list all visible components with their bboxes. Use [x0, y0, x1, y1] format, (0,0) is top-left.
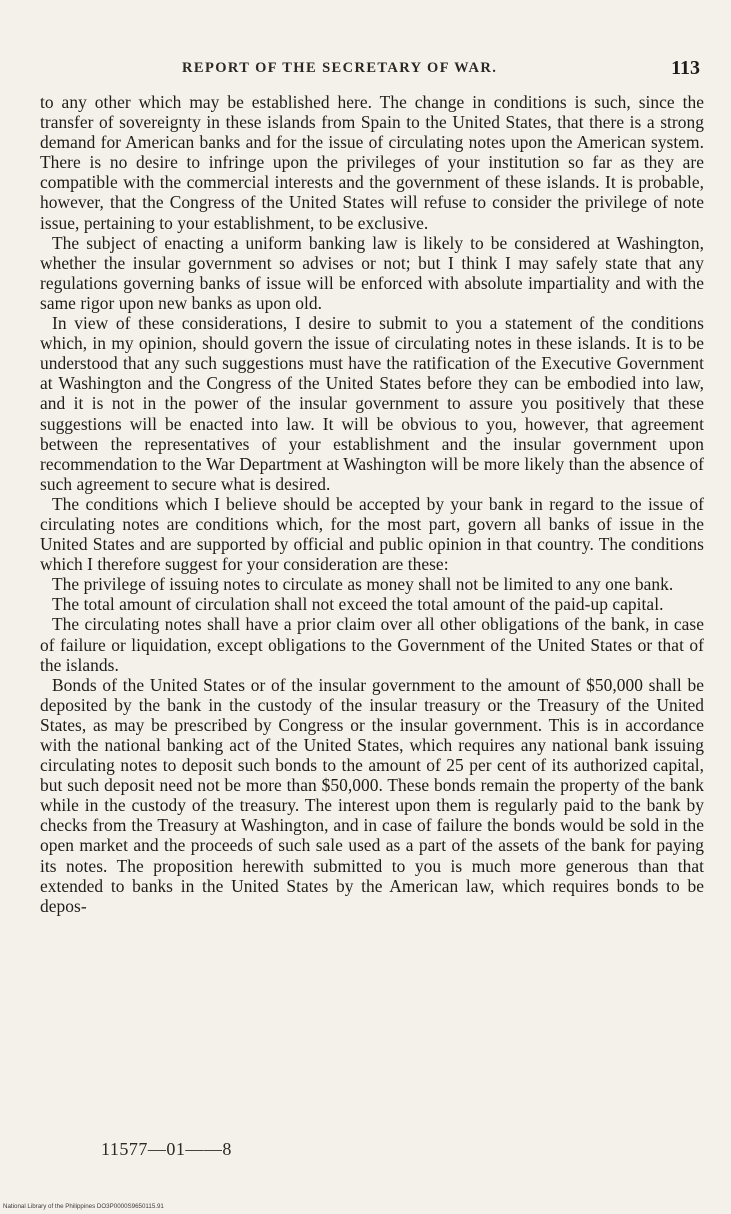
library-watermark: National Library of the Philippines DO3P0000S9650115.91	[3, 1203, 164, 1210]
page-header	[40, 57, 704, 84]
paragraph-5: The privilege of issuing notes to circulate as money shall not be limited to any one bank.	[52, 574, 674, 595]
paragraph-6: The total amount of circulation shall not exceed the total amount of the paid-up capital.	[52, 594, 664, 615]
paragraph-1: to any other which may be established here. The change in conditions is such, since the transfer of sovereignty in these islands from Spain to the United States, that there is a strong demand for American banks and for the issue of circulating notes upon the American system. There is no desire to infringe upon the privileges of your institution so far as they are compatible with the commercial interests and the government of these islands. It is probable, however, that the Congress of the United States will refuse to consider the privilege of note issue, pertaining to your establishment, to be exclusive.	[40, 92, 704, 233]
page-number: 113	[671, 57, 700, 79]
paragraph-3: In view of these considerations, I desire to submit to you a statement of the conditions which, in my opinion, should govern the issue of circulating notes in these islands. It is to be understood that any such suggestions must have the ratification of the Executive Government at Washington and the Congress of the United States before they can be embodied into law, and it is not in the power of the insular government to assure you positively that these suggestions will be enacted into law. It will be obvious to you, however, that agreement between the representatives of your establishment and the insular government upon recommendation to the War Department at Washington will be more likely than the absence of such agreement to secure what is desired.	[40, 313, 704, 494]
running-title: REPORT OF THE SECRETARY OF WAR.	[182, 60, 498, 76]
signature-mark: 11577—01——8	[101, 1139, 232, 1159]
body-text	[40, 92, 704, 916]
paragraph-7: The circulating notes shall have a prior claim over all other obligations of the bank, in case of failure or liquidation, except obligations to the Government of the United States or that of the islands.	[40, 614, 704, 675]
paragraph-4: The conditions which I believe should be accepted by your bank in regard to the issue of circulating notes are conditions which, for the most part, govern all banks of issue in the United States and are supported by official and public opinion in that country. The conditions which I therefore suggest for your consideration are these:	[40, 493, 704, 575]
paragraph-8: Bonds of the United States or of the insular government to the amount of $50,000 shall be deposited by the bank in the custody of the insular treasury or the Treasury of the United States, as may be prescribed by Congress or the insular government. This is in accordance with the national banking act of the United States, which requires any national bank issuing circulating notes to deposit such bonds to the amount of 25 per cent of its authorized capital, but such deposit need not be more than $50,000. These bonds remain the property of the bank while in the custody of the treasury. The interest upon them is regularly paid to the bank by checks from the Treasury at Washington, and in case of failure the bonds would be sold in the open market and the proceeds of such sale used as a part of the assets of the bank for paying its notes. The proposition herewith submitted to you is much more generous than that extended to banks in the United States by the American law, which requires bonds to be depos-	[40, 674, 704, 916]
paragraph-2: The subject of enacting a uniform banking law is likely to be considered at Washington, whether the insular government so advises or not; but I think I may safely state that any regulations governing banks of issue will be enforced with absolute impartiality and with the same rigor upon new banks as upon old.	[40, 232, 704, 313]
